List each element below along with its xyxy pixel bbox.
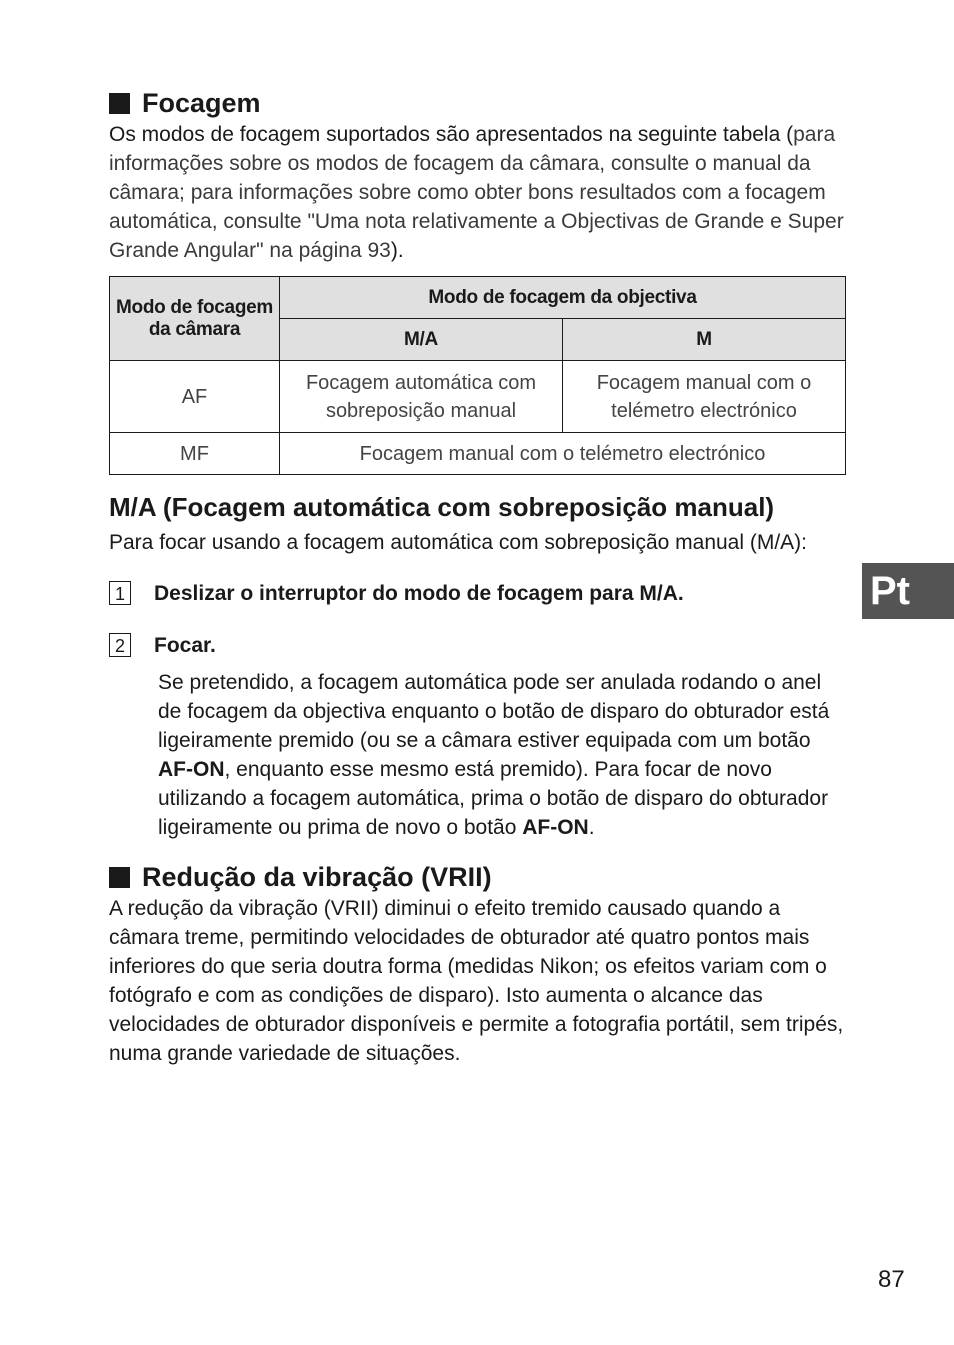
row-mf-mode: MF	[110, 433, 280, 475]
step-2-body-a: Se pretendido, a focagem automática pode ser anulada rodando o anel de focagem da objectiva enquanto o botão de disparo do obturador está ligeiramente premido (ou se a câmara estiver equipada com um botão	[158, 671, 830, 752]
lens-mode-header: Modo de focagem da objectiva	[280, 277, 846, 319]
square-bullet-icon	[109, 93, 130, 114]
ma-section-intro: Para focar usando a focagem automática com sobreposição manual (M/A):	[109, 531, 808, 554]
camera-mode-header: Modo de focagem da câmara	[110, 277, 280, 361]
af-on-key-1: AF-ON	[158, 758, 225, 781]
focagem-intro-end: ).	[390, 239, 404, 262]
step-1	[109, 579, 846, 608]
col-m-header: M	[563, 319, 846, 361]
focagem-intro-main: Os modos de focagem suportados são apresentados na seguinte tabela (	[109, 123, 794, 146]
focus-mode-table	[109, 276, 846, 475]
language-tab: Pt	[862, 563, 954, 619]
focagem-heading	[109, 86, 846, 120]
page-number: 87	[878, 1266, 905, 1293]
page-content	[109, 86, 846, 1068]
table-row	[110, 361, 846, 433]
col-ma-header: M/A	[280, 319, 563, 361]
focagem-intro	[109, 120, 846, 265]
row-af-m: Focagem manual com o telémetro electrónico	[563, 361, 846, 433]
table-row	[110, 433, 846, 475]
vr-heading	[109, 860, 846, 894]
step-1-text: Deslizar o interruptor do modo de focagem para M/A.	[154, 582, 684, 605]
row-mf-both: Focagem manual com o telémetro electrónico	[280, 433, 846, 475]
step-2-body-b: , enquanto esse mesmo está premido). Para focar de novo utilizando a focagem automática, prima o botão de disparo do obturador ligeiramente ou prima de novo o botão	[158, 758, 829, 839]
step-2-body	[158, 668, 846, 842]
step-1-number: 1	[109, 581, 131, 605]
step-2-number: 2	[109, 633, 131, 657]
af-on-key-2: AF-ON	[522, 816, 589, 839]
row-af-ma: Focagem automática com sobreposição manual	[280, 361, 563, 433]
vr-title: Redução da vibração (VRII)	[142, 862, 492, 892]
row-af-mode: AF	[110, 361, 280, 433]
square-bullet-icon	[109, 867, 130, 888]
focagem-intro-note: para informações sobre os modos de focagem da câmara, consulte o manual da câmara; para informações sobre como obter bons resultados com a focagem automática, consulte "Uma nota relativamente a Objectivas de Grande e Super Grande Angular" na página 93	[109, 123, 844, 262]
step-2-title: Focar.	[154, 634, 216, 657]
ma-section-title: M/A (Focagem automática com sobreposição manual)	[109, 492, 775, 522]
focagem-title: Focagem	[142, 88, 261, 118]
step-2-body-c: .	[588, 816, 595, 839]
step-2	[109, 631, 846, 660]
vr-text: A redução da vibração (VRII) diminui o efeito tremido causado quando a câmara treme, permitindo velocidades de obturador até quatro pontos mais inferiores do que seria doutra forma (medidas Nikon; os efeitos variam com o fotógrafo e com as condições de disparo). Isto aumenta o alcance das velocidades de obturador disponíveis e permite a fotografia portátil, sem tripés, numa grande variedade de situações.	[109, 897, 844, 1065]
